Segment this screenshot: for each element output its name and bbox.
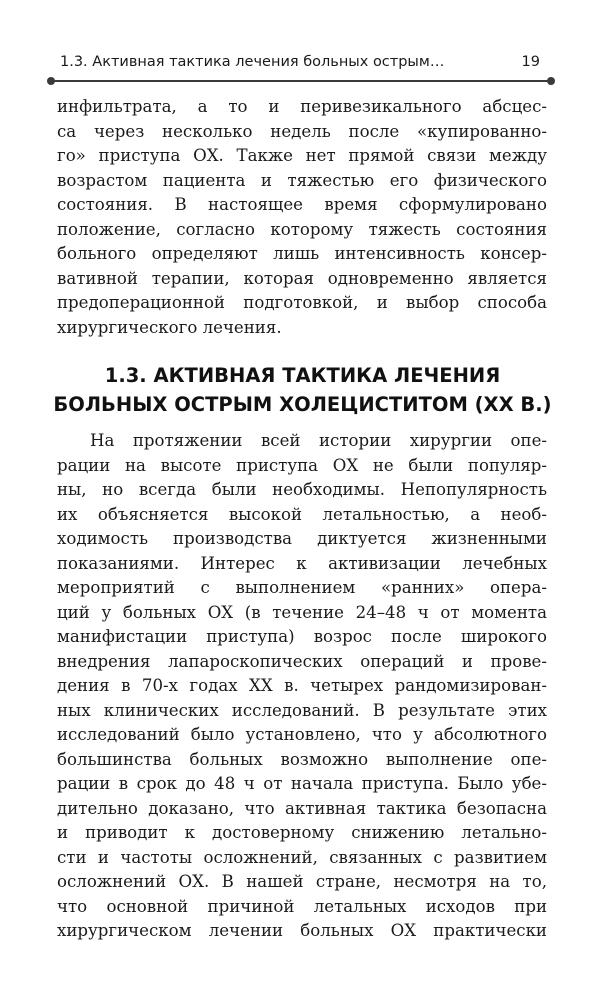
text-line: показаниями. Интерес к активизации лечебных — [57, 553, 547, 573]
text-line: что основной причиной летальных исходов при — [57, 896, 547, 916]
text-line: и приводит к достоверному снижению летально- — [57, 823, 547, 842]
text-line: ций у больных ОХ (в течение 24–48 ч от момента — [57, 602, 547, 622]
text-line: ходимость производства диктуется жизненными — [57, 529, 547, 548]
text-line: ны, но всегда были необходимы. Непопулярность — [57, 480, 547, 499]
text-line: инфильтрата, а то и перивезикального абсцес- — [57, 97, 547, 116]
header-rule — [51, 80, 551, 82]
text-line: рации на высоте приступа ОХ не были популяр- — [57, 455, 547, 475]
text-line: мероприятий с выполнением «ранних» опера- — [57, 578, 547, 597]
text-line: хирургического лечения. — [57, 317, 282, 337]
rule-dot-left — [47, 77, 55, 85]
section-heading-line: БОЛЬНЫХ ОСТРЫМ ХОЛЕЦИСТИТОМ (XX В.) — [53, 393, 552, 416]
text-line: осложнений ОХ. В нашей стране, несмотря на то, — [57, 872, 547, 891]
text-line: положение, согласно которому тяжесть состояния — [57, 219, 547, 239]
text-line: их объясняется высокой летальностью, а необ- — [57, 504, 547, 524]
page-number: 19 — [521, 54, 540, 70]
running-title: 1.3. Активная тактика лечения больных острым… — [60, 54, 445, 70]
text-line: ных клинических исследований. В результате этих — [57, 700, 547, 720]
text-line: са через несколько недель после «купированно- — [57, 121, 547, 141]
text-line: внедрения лапароскопических операций и прове- — [57, 651, 547, 671]
text-line: сти и частоты осложнений, связанных с развитием — [57, 847, 547, 867]
text-line: исследований было установлено, что у абсолютного — [57, 725, 547, 744]
text-line: больного определяют лишь интенсивность консер- — [57, 244, 547, 263]
text-line: хирургическом лечении больных ОХ практически — [57, 921, 547, 940]
text-line: предоперационной подготовкой, и выбор способа — [57, 293, 547, 312]
text-line: дения в 70-х годах XX в. четырех рандомизирован- — [57, 676, 547, 695]
text-line: возрастом пациента и тяжестью его физического — [57, 170, 547, 190]
running-header — [58, 52, 546, 76]
rule-dot-right — [547, 77, 555, 85]
text-line: рации в срок до 48 ч от начала приступа. Было убе- — [57, 774, 547, 793]
section-heading-line: 1.3. АКТИВНАЯ ТАКТИКА ЛЕЧЕНИЯ — [104, 364, 501, 387]
section-heading — [40, 361, 565, 419]
text-line: манифистации приступа) возрос после широкого — [57, 627, 547, 646]
text-line: На протяжении всей истории хирургии опе- — [90, 431, 547, 450]
text-line: го» приступа ОХ. Также нет прямой связи между — [57, 146, 547, 165]
text-line: большинства больных возможно выполнение опе- — [57, 749, 547, 769]
section-paragraph — [57, 429, 547, 944]
text-line: вативной терапии, которая одновременно является — [57, 268, 547, 288]
paragraph-continued — [57, 95, 547, 340]
text-line: дительно доказано, что активная тактика безопасна — [57, 798, 547, 818]
text-line: состояния. В настоящее время сформулировано — [57, 195, 547, 214]
